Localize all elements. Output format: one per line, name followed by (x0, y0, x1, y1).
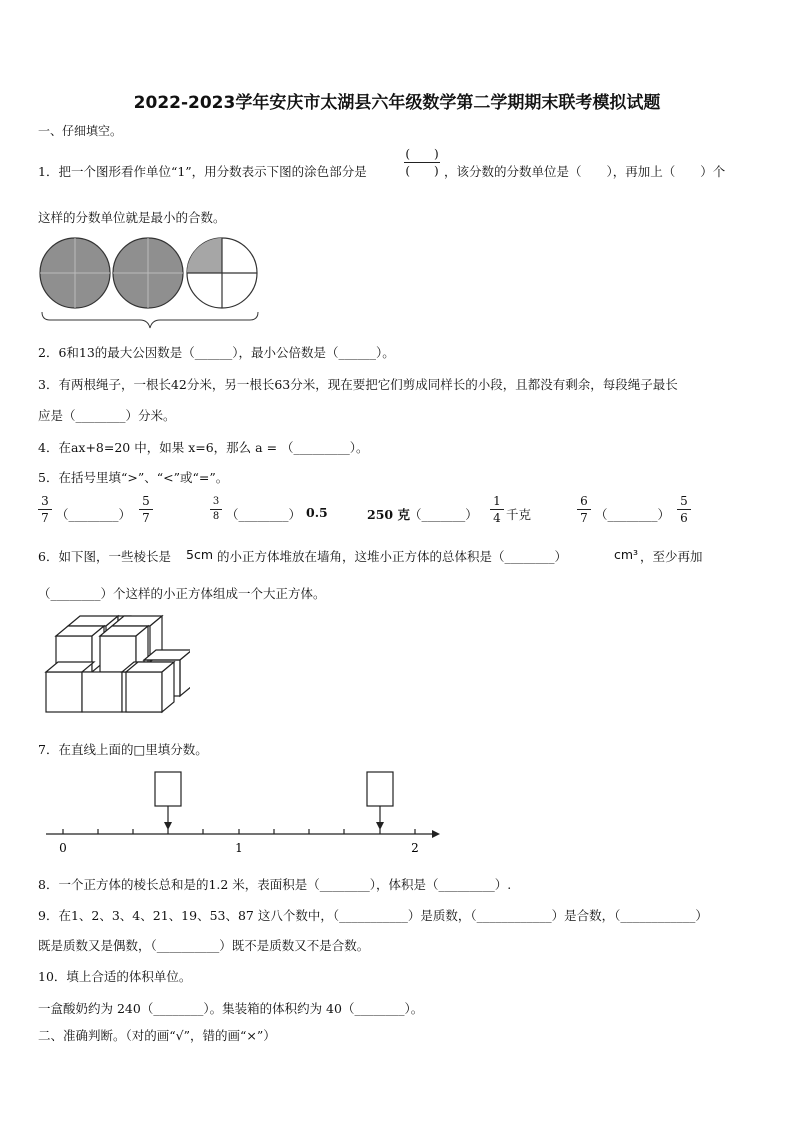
q9-text-a: 9．在1、2、3、4、21、19、53、87 这八个数中，（___________）是质数，（____________）是合数，（____________） (38, 908, 708, 923)
fraction-bar (577, 509, 591, 510)
fraction-numerator: 3 (212, 496, 220, 507)
fraction-denominator: 6 (680, 511, 688, 525)
q1-fraction-denominator: ( ) (405, 164, 439, 178)
q6-text-b: 的小正方体堆放在墙角，这堆小正方体的总体积是（________） (217, 549, 568, 564)
section-1-heading: 一、仔细填空。 (38, 124, 123, 138)
q5-item4-right-fraction (677, 494, 691, 525)
q9-text-b: 既是质数又是偶数，（__________）既不是质数又不是合数。 (38, 938, 370, 953)
fraction-numerator: 6 (580, 494, 588, 508)
q5-stem: 5．在括号里填“>”、“<”或“=”。 (38, 470, 229, 485)
q1-answer-fraction[interactable] (404, 147, 440, 178)
fraction-numerator: 1 (493, 494, 501, 508)
q5-item2-blank[interactable]: （________） (226, 507, 302, 522)
q10-stem: 10．填上合适的体积单位。 (38, 969, 192, 984)
arrow-right-icon (432, 830, 440, 838)
fraction-bar (210, 509, 222, 510)
q5-item2-left-fraction (210, 496, 222, 523)
q3-text-a: 3．有两根绳子，一根长42分米，另一根长63分米，现在要把它们剪成同样长的小段，且都没有剩余，每段绳子最长 (38, 377, 678, 392)
q5-item3-left-value: 250 克 (367, 507, 410, 522)
q1-circles-figure (36, 236, 262, 330)
fraction-denominator: 8 (212, 511, 220, 522)
q5-item1-blank[interactable]: （________） (56, 507, 132, 522)
section-2-heading: 二、准确判断。（对的画“√”，错的画“×”） (38, 1028, 276, 1043)
q6-cubes-figure (40, 612, 190, 722)
fraction-numerator: 5 (142, 494, 150, 508)
q1-text-c: 这样的分数单位就是最小的合数。 (38, 210, 226, 225)
tick-label-2: 2 (411, 841, 419, 855)
circle-3-quarter-shaded (187, 238, 257, 308)
q5-item3-unit: 千克 (506, 507, 532, 522)
answer-box-1[interactable] (155, 772, 181, 806)
fraction-denominator: 7 (142, 511, 150, 525)
q6-volume-unit: cm³ (614, 547, 639, 562)
q6-text-c: ，至少再加 (640, 549, 703, 564)
fraction-numerator: 3 (41, 494, 49, 508)
q5-item3-blank[interactable]: （_______） (409, 507, 478, 522)
brace-icon (42, 312, 258, 328)
q1-fraction-bar (404, 162, 440, 163)
q3-text-b: 应是（________）分米。 (38, 408, 176, 423)
fraction-numerator: 5 (680, 494, 688, 508)
q8-text: 8．一个正方体的棱长总和是的1.2 米，表面积是（________），体积是（_________）. (38, 877, 512, 892)
q7-number-line (36, 768, 446, 860)
fraction-denominator: 7 (580, 511, 588, 525)
q5-item4-left-fraction (577, 494, 591, 525)
q1-fraction-numerator: ( ) (405, 147, 439, 161)
fraction-bar (490, 509, 504, 510)
circle-1-full-shaded (40, 238, 110, 308)
fraction-bar (139, 509, 153, 510)
circle-2-full-shaded (113, 238, 183, 308)
q6-text-a: 6．如下图，一些棱长是 (38, 549, 171, 564)
q5-item4-blank[interactable]: （________） (595, 507, 671, 522)
tick-label-1: 1 (235, 841, 243, 855)
arrow-down-icon (376, 822, 384, 830)
q5-item3-right-fraction (490, 494, 504, 525)
q4-text: 4．在ax+8=20 中，如果 x=6，那么 a = （_________）。 (38, 440, 369, 455)
tick-label-0: 0 (59, 841, 67, 855)
fraction-denominator: 4 (493, 511, 501, 525)
arrow-down-icon (164, 822, 172, 830)
page-title: 2022-2023学年安庆市太湖县六年级数学第二学期期末联考模拟试题 (133, 93, 661, 113)
fraction-bar (38, 509, 52, 510)
q6-unit: 5cm (186, 547, 214, 562)
q1-text-a: 1．把一个图形看作单位“1”，用分数表示下图的涂色部分是 (38, 164, 367, 179)
q1-text-b: ，该分数的分数单位是（ ），再加上（ ）个 (444, 164, 726, 179)
answer-box-2[interactable] (367, 772, 393, 806)
fraction-denominator: 7 (41, 511, 49, 525)
q6-text-d: （________）个这样的小正方体组成一个大正方体。 (38, 586, 326, 601)
fraction-bar (677, 509, 691, 510)
q5-item2-right-value: 0.5 (306, 505, 328, 520)
q7-stem: 7．在直线上面的□里填分数。 (38, 742, 208, 757)
q5-item1-right-fraction (139, 494, 153, 525)
q2-text: 2．6和13的最大公因数是（______），最小公倍数是（______）。 (38, 345, 395, 360)
q5-item1-left-fraction (38, 494, 52, 525)
q10-line: 一盒酸奶约为 240（________）。集装箱的体积约为 40（________）。 (38, 1001, 424, 1016)
